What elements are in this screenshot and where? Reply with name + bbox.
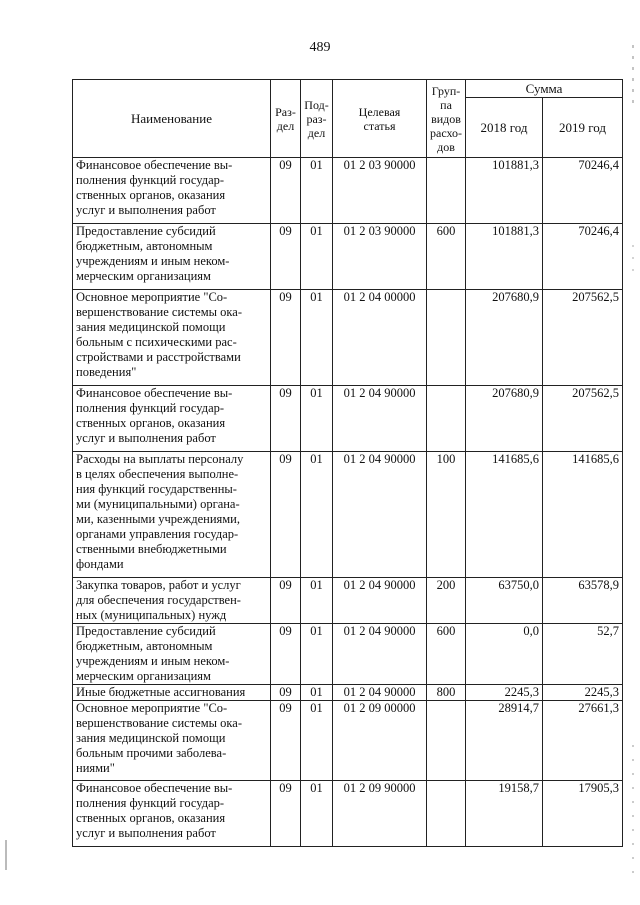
cell-subsection: 01 <box>301 158 333 224</box>
cell-sum-2019: 2245,3 <box>543 685 623 701</box>
cell-sum-2019: 52,7 <box>543 624 623 685</box>
scan-left-mark <box>4 840 8 870</box>
cell-expense-group: 600 <box>427 624 466 685</box>
cell-sum-2018: 101881,3 <box>466 224 543 290</box>
cell-section: 09 <box>271 158 301 224</box>
cell-target-article: 01 2 04 90000 <box>333 685 427 701</box>
cell-expense-group <box>427 781 466 847</box>
cell-target-article: 01 2 09 00000 <box>333 701 427 781</box>
cell-subsection: 01 <box>301 578 333 624</box>
cell-section: 09 <box>271 386 301 452</box>
cell-name: Закупка товаров, работ и услуг для обеспечения государствен- ных (муниципальных) нужд <box>73 578 271 624</box>
header-target-article: Целевая статья <box>333 80 427 158</box>
cell-name: Основное мероприятие "Со- вершенствование системы ока- зания медицинской помощи больным прочими заболева- ниями" <box>73 701 271 781</box>
cell-subsection: 01 <box>301 452 333 578</box>
cell-sum-2019: 207562,5 <box>543 386 623 452</box>
table-row <box>73 685 623 701</box>
cell-name: Предоставление субсидий бюджетным, автономным учреждениям и иным неком- мерческим организациям <box>73 624 271 685</box>
table-header <box>73 80 623 158</box>
cell-subsection: 01 <box>301 781 333 847</box>
cell-section: 09 <box>271 701 301 781</box>
cell-expense-group <box>427 701 466 781</box>
header-sum: Сумма <box>466 80 623 98</box>
cell-section: 09 <box>271 224 301 290</box>
cell-subsection: 01 <box>301 624 333 685</box>
table-row <box>73 158 623 224</box>
table-row <box>73 452 623 578</box>
cell-section: 09 <box>271 578 301 624</box>
cell-target-article: 01 2 04 90000 <box>333 452 427 578</box>
header-name: Наименование <box>73 80 271 158</box>
cell-expense-group <box>427 158 466 224</box>
cell-sum-2018: 141685,6 <box>466 452 543 578</box>
cell-target-article: 01 2 04 00000 <box>333 290 427 386</box>
cell-expense-group: 200 <box>427 578 466 624</box>
table-row <box>73 624 623 685</box>
cell-target-article: 01 2 04 90000 <box>333 386 427 452</box>
header-year-2018: 2018 год <box>466 98 543 158</box>
cell-subsection: 01 <box>301 386 333 452</box>
cell-sum-2019: 141685,6 <box>543 452 623 578</box>
cell-name: Основное мероприятие "Со- вершенствование системы ока- зания медицинской помощи больным с психическими рас- стройствами и расстройствами поведения" <box>73 290 271 386</box>
cell-target-article: 01 2 03 90000 <box>333 158 427 224</box>
cell-sum-2019: 207562,5 <box>543 290 623 386</box>
cell-sum-2018: 0,0 <box>466 624 543 685</box>
cell-section: 09 <box>271 290 301 386</box>
cell-expense-group: 600 <box>427 224 466 290</box>
cell-name: Финансовое обеспечение вы- полнения функций государ- ственных органов, оказания услуг и выполнения работ <box>73 386 271 452</box>
cell-name: Предоставление субсидий бюджетным, автономным учреждениям и иным неком- мерческим организациям <box>73 224 271 290</box>
table-row <box>73 578 623 624</box>
cell-expense-group <box>427 290 466 386</box>
cell-section: 09 <box>271 624 301 685</box>
cell-sum-2018: 2245,3 <box>466 685 543 701</box>
cell-target-article: 01 2 04 90000 <box>333 624 427 685</box>
cell-sum-2018: 207680,9 <box>466 386 543 452</box>
cell-target-article: 01 2 04 90000 <box>333 578 427 624</box>
cell-target-article: 01 2 09 90000 <box>333 781 427 847</box>
cell-expense-group: 100 <box>427 452 466 578</box>
budget-table <box>72 79 623 847</box>
cell-sum-2019: 27661,3 <box>543 701 623 781</box>
cell-sum-2018: 28914,7 <box>466 701 543 781</box>
header-subsection: Под- раз- дел <box>301 80 333 158</box>
cell-sum-2019: 70246,4 <box>543 224 623 290</box>
header-expense-group: Груп- па видов расхо- дов <box>427 80 466 158</box>
cell-sum-2018: 19158,7 <box>466 781 543 847</box>
cell-sum-2018: 207680,9 <box>466 290 543 386</box>
cell-name: Финансовое обеспечение вы- полнения функций государ- ственных органов, оказания услуг и выполнения работ <box>73 781 271 847</box>
cell-sum-2019: 63578,9 <box>543 578 623 624</box>
header-year-2019: 2019 год <box>543 98 623 158</box>
cell-target-article: 01 2 03 90000 <box>333 224 427 290</box>
cell-subsection: 01 <box>301 290 333 386</box>
table-row <box>73 386 623 452</box>
cell-section: 09 <box>271 781 301 847</box>
table-row <box>73 290 623 386</box>
table-row <box>73 701 623 781</box>
table-row <box>73 781 623 847</box>
cell-sum-2018: 63750,0 <box>466 578 543 624</box>
cell-name: Иные бюджетные ассигнования <box>73 685 271 701</box>
cell-subsection: 01 <box>301 701 333 781</box>
scan-edge-marks <box>628 45 638 875</box>
cell-sum-2019: 70246,4 <box>543 158 623 224</box>
header-section: Раз- дел <box>271 80 301 158</box>
cell-expense-group: 800 <box>427 685 466 701</box>
cell-name: Финансовое обеспечение вы- полнения функций государ- ственных органов, оказания услуг и выполнения работ <box>73 158 271 224</box>
cell-sum-2019: 17905,3 <box>543 781 623 847</box>
table-row <box>73 224 623 290</box>
cell-name: Расходы на выплаты персоналу в целях обеспечения выполне- ния функций государственны- ми (муниципальными) органа- ми, казенными учреждениями, органами управления государ- ственными внебюджетными фондами <box>73 452 271 578</box>
cell-sum-2018: 101881,3 <box>466 158 543 224</box>
table-body <box>73 158 623 847</box>
page-number: 489 <box>309 40 331 55</box>
cell-subsection: 01 <box>301 224 333 290</box>
cell-subsection: 01 <box>301 685 333 701</box>
cell-section: 09 <box>271 685 301 701</box>
cell-expense-group <box>427 386 466 452</box>
cell-section: 09 <box>271 452 301 578</box>
